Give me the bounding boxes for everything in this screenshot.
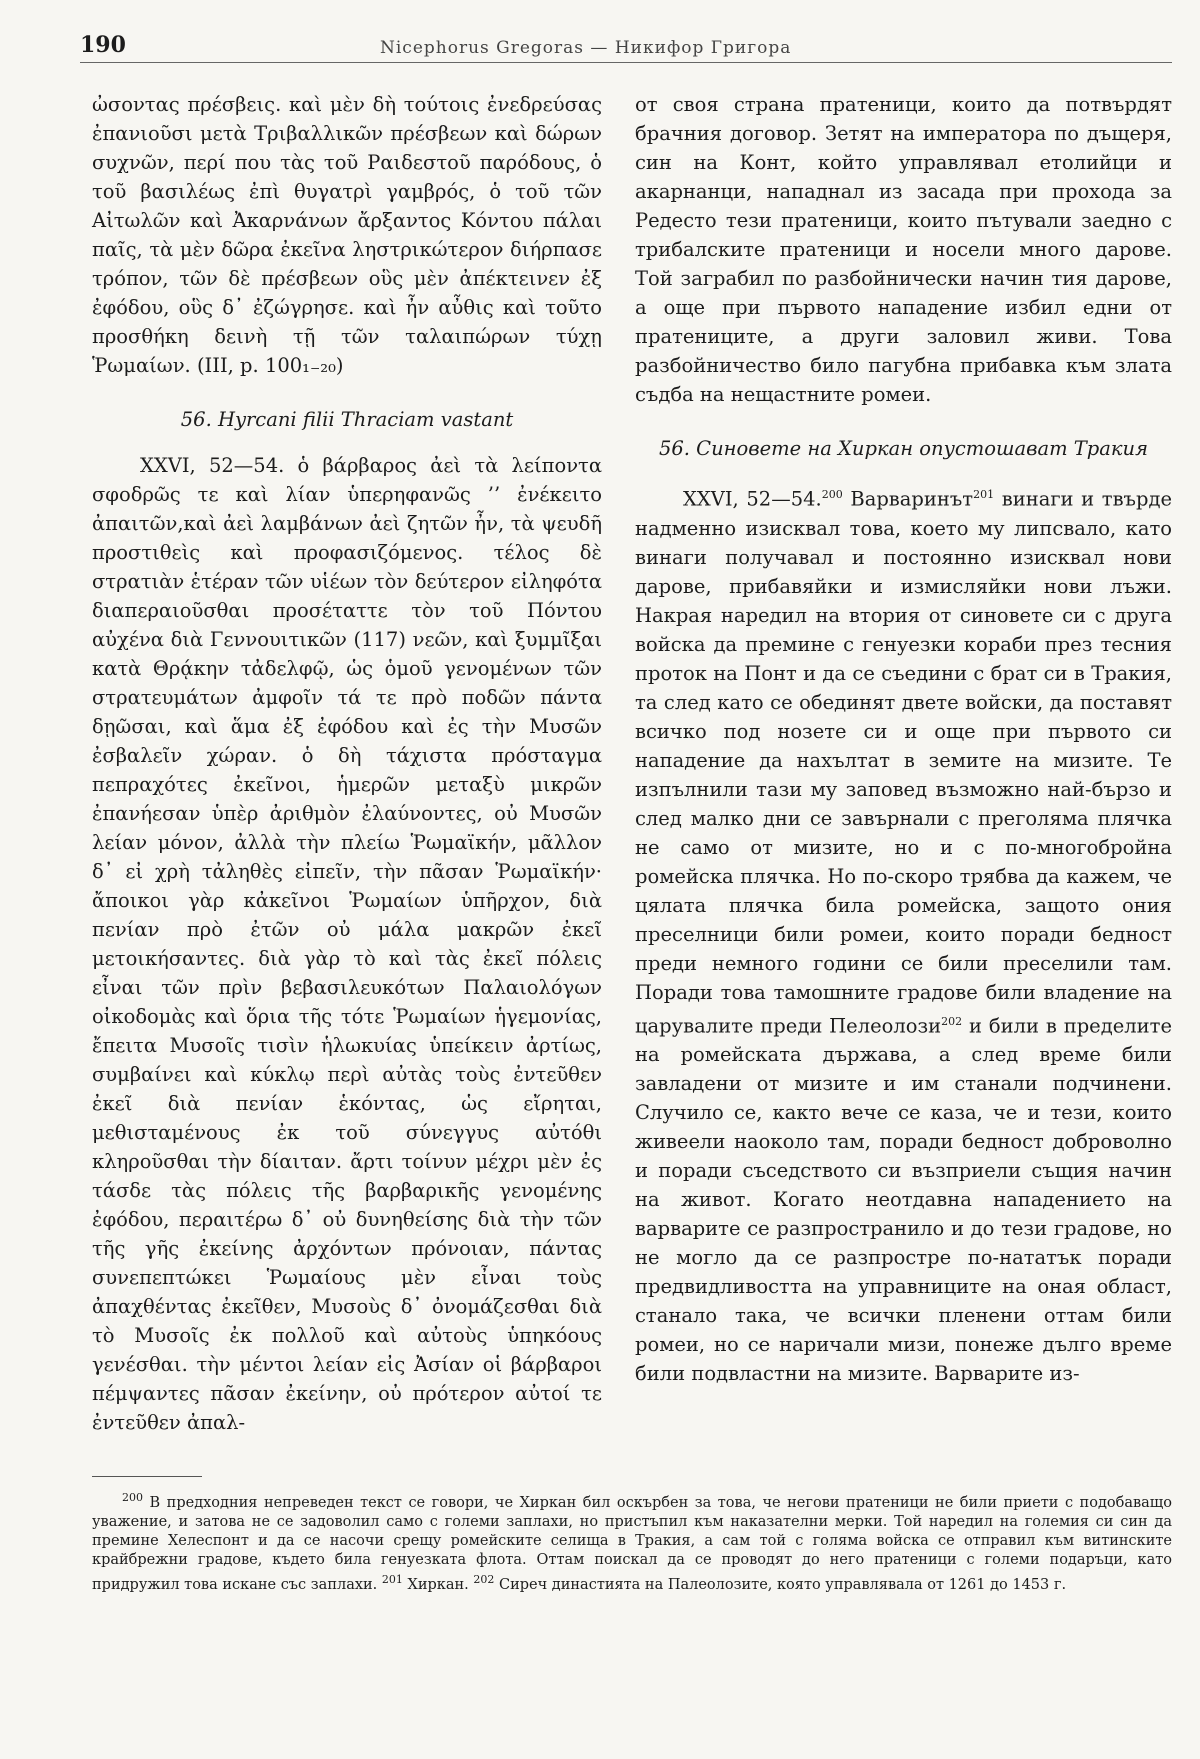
bulgarian-section-title: 56. Синовете на Хиркан опустошават Тракия (658, 437, 1149, 460)
header-rule (80, 62, 1172, 63)
footnote-rule (92, 1476, 202, 1477)
bulgarian-text-part-1: винаги и твърде надменно изисквал това, което му липсвало, като винаги получавал и постоянно изисквал нови дарове, прибавяйки и измисляйки нови лъжи. Накрая наредил на втория от синовете си с друга войска да премине с генуезки кораби през тесния проток на Понт и да се съедини с брат си в Тракия, та след като се обединят двете войски, да поставят всичко под нозете си и още при първото си нападение да нахълтат в земите на мизите. Те изпълнили тази му заповед възможно най-бързо и след малко дни се завърнали с преголяма плячка не само от мизите, но и с по-многобройна ромейска плячка. Но по-скоро трябва да кажем, че цялата плячка била ромейска, защото ония преселници били ромеи, които поради бедност преди немного години се били преселили там. Поради това тамошните градове били владение на царувалите преди Пелеолози (635, 487, 1172, 1037)
footnotes (92, 1488, 1172, 1595)
footnote-200-text: В предходния непреведен текст се говори, че Хиркан бил оскърбен за това, че негови пратеници не били приети с подобаващо уважение, и затова не се задоволил само с големи заплахи, но пристъпил към наказателни мерки. Той наредил на големия си син да премине Хелеспонт и да се насочи срещу ромейските селища в Тракия, а сам той с голяма войска се отправил към витинските крайбрежни градове, където била генуезката флота. Оттам поискал да се проводят до него пратеници с големи подаръци, като придружил това искане със заплахи. (92, 1494, 1173, 1593)
bulgarian-column (635, 90, 1172, 1388)
page-header (80, 28, 1180, 68)
greek-column (92, 90, 602, 1437)
running-head: Nicephorus Gregoras — Никифор Григора (380, 38, 792, 58)
page-number: 190 (80, 32, 126, 58)
footnote-marker-202: 202 (941, 1014, 963, 1028)
subject-word: Варваринът (850, 487, 974, 511)
footnote-marker-200: 200 (821, 488, 843, 501)
footnote-201-number: 201 (381, 1572, 403, 1586)
greek-continuation: ὠσοντας πρέσβεις. καὶ μὲν δὴ τούτοις ἐνεδρεύσας ἐπανιοῦσι μετὰ Τριβαλλικῶν πρέσβεων καὶ δώρων συχνῶν, περί που τὰς τοῦ Ραιδεστοῦ παρόδους, ὁ τοῦ βασιλέως ἐπὶ θυγατρὶ γαμβρός, ὁ τοῦ τῶν Αἰτωλῶν καὶ Ἀκαρνάνων ἄρξαντος Κόντου πάλαι παῖς, τὰ μὲν δῶρα ἐκεῖνα ληστρικώτερον διήρπασε τρόπον, τῶν δὲ πρέσβεων οὓς μὲν ἀπέκτεινεν ἐξ ἐφόδου, οὓς δ᾽ ἐζώγρησε. καὶ ἦν αὖθις καὶ τοῦτο προσθήκη δεινὴ τῇ τῶν ταλαιπώρων τύχῃ Ῥωμαίων. (III, p. 100₁₋₂₀) (92, 93, 602, 377)
bulgarian-section-ref: XXVI, 52—54. (683, 487, 822, 511)
bulgarian-section-paragraph (635, 480, 1172, 1388)
footnote-200 (92, 1488, 1172, 1595)
footnote-200-number: 200 (122, 1491, 143, 1504)
footnote-202-number: 202 (473, 1572, 495, 1586)
footnote-202-text: Сиреч династията на Палеолозите, която управлявала от 1261 до 1453 г. (498, 1576, 1067, 1593)
footnote-marker-201: 201 (973, 488, 995, 501)
bulgarian-text-part-2: и били в пределите на ромейската държава, а след време били завладени от мизите и им станали подчинени. Случило се, както вече се каза, че и тези, които живеели наоколо там, поради бедност доброволно и поради съседството си възприели същия начин на живот. Когато неотдавна нападението на варварите се разпространило и до тези градове, но не могло да се разпростре по-нататък поради предвидливостта на управниците на оная област, станало така, че всички пленени оттам били ромеи, но се наричали мизи, понеже дълго време били подвластни на мизите. Варварите из- (635, 1014, 1172, 1385)
greek-section-text: ὁ βάρβαρος ἀεὶ τὰ λείποντα σφοδρῶς τε καὶ λίαν ὑπερηφανῶς ’’ ἐνέκειτο ἀπαιτῶν,καὶ ἀεὶ λαμβάνων ἀεὶ ζητῶν ἦν, τὰ ψευδῆ προστιθεὶς καὶ προφασιζόμενος. τέλος δὲ στρατιὰν ἑτέραν τῶν υἱέων τὸν δεύτερον εἰληφότα διαπεραιοῦσθαι προσέταττε τὸν τοῦ Πόντου αὐχένα διὰ Γεννουιτικῶν (117) νεῶν, καὶ ξυμμῖξαι κατὰ Θρᾴκην τἀδελφῷ, ὡς ὁμοῦ γενομένων τῶν στρατευμάτων ἀμφοῖν τά τε πρὸ ποδῶν πάντα δῃῶσαι, καὶ ἅμα ἐξ ἐφόδου καὶ ἐς τὴν Μυσῶν ἐσβαλεῖν χώραν. ὁ δὴ τάχιστα πρόσταγμα πεπραχότες ἐκεῖνοι, ἡμερῶν μεταξὺ μικρῶν ἐπανήεσαν ὑπὲρ ἀριθμὸν ἐλαύνοντες, οὐ Μυσῶν λείαν μόνον, ἀλλὰ τὴν πλείω Ῥωμαϊκήν, μᾶλλον δ᾽ εἰ χρὴ τἀληθὲς εἰπεῖν, τὴν πᾶσαν Ῥωμαϊκήν· ἄποικοι γὰρ κἀκεῖνοι Ῥωμαίων ὑπῆρχον, διὰ πενίαν πρὸ ἐτῶν οὐ μάλα μακρῶν ἐκεῖ μετοικήσαντες. διὰ γὰρ τὸ καὶ τὰς ἐκεῖ πόλεις εἶναι τῶν πρὶν βεβασιλευκότων Παλαιολόγων οἰκοδομὰς καὶ ὅρια τῆς τότε Ῥωμαίων ἡγεμονίας, ἔπειτα Μυσοῖς τισὶν ἡλωκυίας ὑπείκειν ἀρτίως, συμβαίνει καὶ κύκλῳ περὶ αὐτὰς τοὺς ἐντεῦθεν ἐκεῖ διὰ πενίαν ἑκόντας, ὡς εἴρηται, μεθισταμένους ἐκ τοῦ σύνεγγυς αὐτόθι κληροῦσθαι τὴν δίαιταν. ἄρτι τοίνυν μέχρι μὲν ἐς τάσδε τὰς πόλεις τῆς βαρβαρικῆς γενομένης ἐφόδου, περαιτέρω δ᾽ οὐ δυνηθείσης διὰ τὴν τῶν τῆς γῆς ἐκείνης ἀρχόντων πρόνοιαν, πάντας συνεπεπτώκει Ῥωμαίους μὲν εἶναι τοὺς ἀπαχθέντας ἐκεῖθεν, Μυσοὺς δ᾽ ὀνομάζεσθαι διὰ τὸ Μυσοῖς ἐκ πολλοῦ καὶ αὐτοὺς ὑπηκόους γενέσθαι. τὴν μέντοι λείαν εἰς Ἀσίαν οἱ βάρβαροι πέμψαντες πᾶσαν ἐκείνην, οὐ πρότερον αὐτοί τε ἐντεῦθεν ἀπαλ- (92, 454, 603, 1434)
bulgarian-continuation: от своя страна пратеници, които да потвърдят брачния договор. Зетят на императора по дъщеря, син на Конт, който управлявал етолийци и акарнанци, нападнал из засада при прохода за Редесто тези пратеници, които пътували заедно с трибалските пратеници и носели много дарове. Той заграбил по разбойнически начин тия дарове, а още при първото нападение избил едни от пратениците, а други заловил живи. Това разбойничество било пагубна прибавка към злата съдба на нещастните ромеи. (635, 93, 1172, 406)
greek-section-title: 56. Hyrcani filii Thraciam vastant (180, 408, 514, 431)
greek-section-ref: XXVI, 52—54. (140, 454, 285, 477)
footnote-201-text: Хиркан. (407, 1576, 469, 1593)
greek-section-paragraph (92, 451, 602, 1437)
